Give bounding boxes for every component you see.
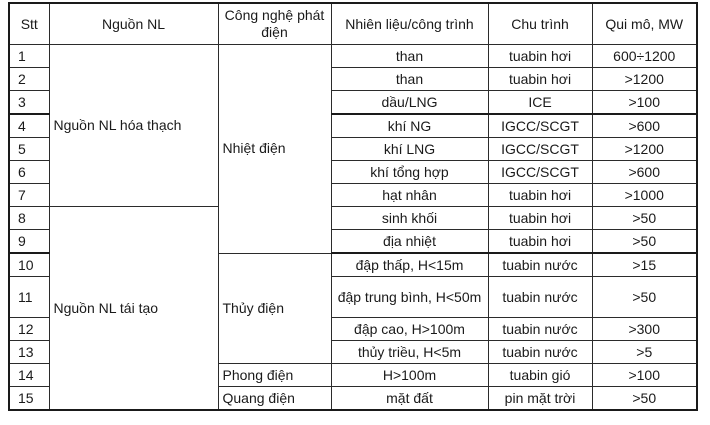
row-fuel: sinh khối <box>331 207 488 230</box>
row-scale: >50 <box>592 277 697 318</box>
table-header-row <box>9 3 697 45</box>
row-fuel: đập trung bình, H<50m <box>331 277 488 318</box>
row-cycle: tuabin hơi <box>488 45 592 68</box>
row-stt: 15 <box>9 387 49 411</box>
row-stt: 7 <box>9 184 49 207</box>
row-scale: >50 <box>592 207 697 230</box>
group-solar: Quang điện <box>218 387 331 411</box>
row-scale: >300 <box>592 318 697 341</box>
header-stt: Stt <box>9 3 49 45</box>
table-row <box>9 207 697 230</box>
row-fuel: đập cao, H>100m <box>331 318 488 341</box>
row-fuel: H>100m <box>331 364 488 387</box>
row-fuel: đập thấp, H<15m <box>331 253 488 277</box>
row-fuel: khí NG <box>331 114 488 138</box>
row-stt: 11 <box>9 277 49 318</box>
row-fuel: than <box>331 68 488 91</box>
header-fuel: Nhiên liệu/công trình <box>331 3 488 45</box>
row-cycle: tuabin hơi <box>488 230 592 254</box>
row-cycle: IGCC/SCGT <box>488 161 592 184</box>
row-stt: 5 <box>9 138 49 161</box>
row-stt: 1 <box>9 45 49 68</box>
row-cycle: tuabin hơi <box>488 68 592 91</box>
row-scale: >50 <box>592 230 697 254</box>
row-cycle: tuabin nước <box>488 318 592 341</box>
row-cycle: tuabin hơi <box>488 184 592 207</box>
row-fuel: mặt đất <box>331 387 488 411</box>
row-scale: 600÷1200 <box>592 45 697 68</box>
row-cycle: tuabin nước <box>488 253 592 277</box>
power-technology-table-container <box>8 2 698 411</box>
row-stt: 8 <box>9 207 49 230</box>
row-cycle: IGCC/SCGT <box>488 114 592 138</box>
row-scale: >50 <box>592 387 697 411</box>
row-cycle: ICE <box>488 91 592 115</box>
row-scale: >600 <box>592 114 697 138</box>
row-cycle: tuabin gió <box>488 364 592 387</box>
row-scale: >5 <box>592 341 697 364</box>
row-scale: >600 <box>592 161 697 184</box>
row-fuel: hạt nhân <box>331 184 488 207</box>
row-cycle: tuabin nước <box>488 277 592 318</box>
row-stt: 6 <box>9 161 49 184</box>
row-fuel: khí LNG <box>331 138 488 161</box>
row-stt: 14 <box>9 364 49 387</box>
header-cycle: Chu trình <box>488 3 592 45</box>
header-technology: Công nghệ phát điện <box>218 3 331 45</box>
row-stt: 2 <box>9 68 49 91</box>
group-wind: Phong điện <box>218 364 331 387</box>
row-stt: 10 <box>9 253 49 277</box>
row-scale: >1000 <box>592 184 697 207</box>
row-cycle: IGCC/SCGT <box>488 138 592 161</box>
row-cycle: tuabin nước <box>488 341 592 364</box>
header-source: Nguồn NL <box>49 3 218 45</box>
row-fuel: than <box>331 45 488 68</box>
row-scale: >100 <box>592 91 697 115</box>
row-fuel: thủy triều, H<5m <box>331 341 488 364</box>
row-scale: >100 <box>592 364 697 387</box>
power-technology-table <box>8 2 698 411</box>
table-row <box>9 45 697 68</box>
row-scale: >1200 <box>592 68 697 91</box>
group-thermal: Nhiệt điện <box>218 45 331 254</box>
row-stt: 13 <box>9 341 49 364</box>
header-scale: Qui mô, MW <box>592 3 697 45</box>
row-scale: >15 <box>592 253 697 277</box>
row-fuel: địa nhiệt <box>331 230 488 254</box>
group-fossil: Nguồn NL hóa thạch <box>49 45 218 207</box>
row-stt: 9 <box>9 230 49 254</box>
row-scale: >1200 <box>592 138 697 161</box>
row-stt: 3 <box>9 91 49 115</box>
row-fuel: dầu/LNG <box>331 91 488 115</box>
row-stt: 12 <box>9 318 49 341</box>
row-fuel: khí tổng hợp <box>331 161 488 184</box>
row-stt: 4 <box>9 114 49 138</box>
group-hydro: Thủy điện <box>218 253 331 364</box>
row-cycle: pin mặt trời <box>488 387 592 411</box>
group-renewable: Nguồn NL tái tạo <box>49 207 218 411</box>
row-cycle: tuabin hơi <box>488 207 592 230</box>
